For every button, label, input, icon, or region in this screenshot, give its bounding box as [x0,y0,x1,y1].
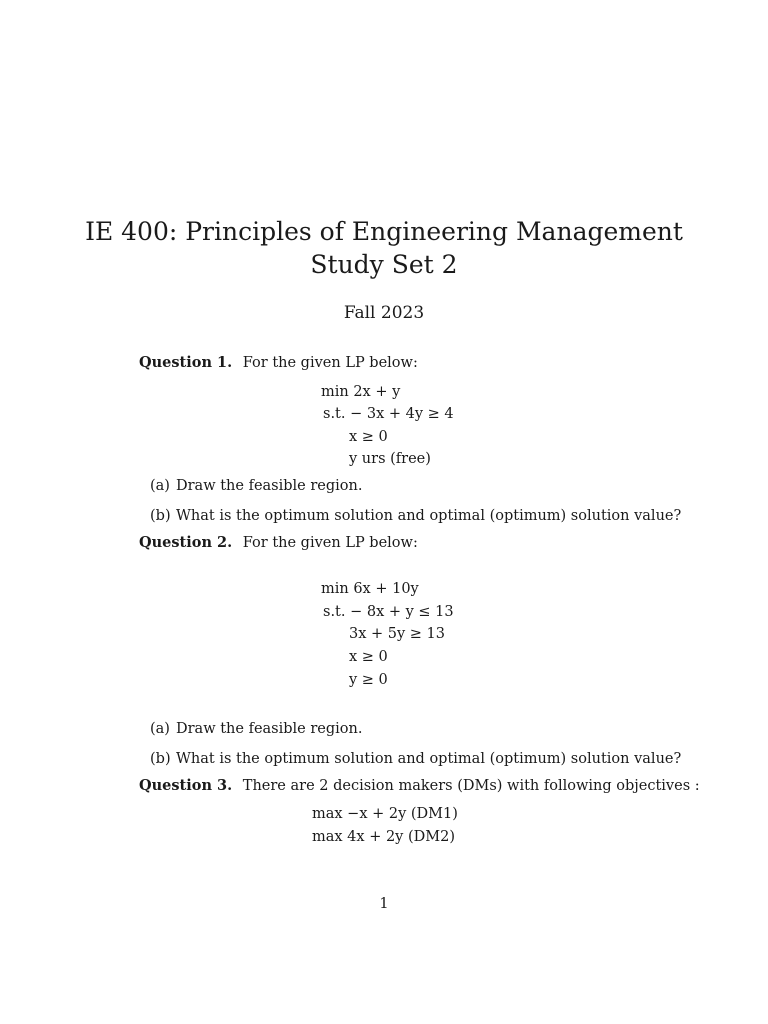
question-3 [139,776,700,796]
q2-part-b [150,749,681,769]
question-1-label: Question 1. [139,354,233,371]
q1-constraint-1: s.t. − 3x + 4y ≥ 4 [323,406,454,422]
page-number: 1 [379,896,389,912]
q1-part-a [150,476,362,496]
question-2 [139,533,418,553]
q2-part-b-text: What is the optimum solution and optimal (optimum) solution value? [176,751,682,767]
document-title: IE 400: Principles of Engineering Management [85,217,683,246]
q2-constraint-4: y ≥ 0 [349,672,388,688]
q1-constraint-3: y urs (free) [349,451,431,467]
q2-objective: min 6x + 10y [321,581,419,597]
q1-part-a-text: Draw the feasible region. [176,478,363,494]
document-term: Fall 2023 [343,303,425,323]
q1-part-a-label: (a) [150,478,170,494]
q2-part-a-label: (a) [150,721,170,737]
q3-objective-dm1: max −x + 2y (DM1) [312,806,458,822]
q2-part-a [150,719,362,739]
document-subtitle: Study Set 2 [310,250,458,279]
q1-part-b [150,506,681,526]
q2-part-b-label: (b) [150,751,171,767]
q1-part-b-text: What is the optimum solution and optimal (optimum) solution value? [176,508,682,524]
question-3-text: There are 2 decision makers (DMs) with following objectives : [242,778,700,794]
question-2-label: Question 2. [139,534,233,551]
q2-constraint-1: s.t. − 8x + y ≤ 13 [323,604,454,620]
question-1-text: For the given LP below: [242,355,418,371]
question-2-text: For the given LP below: [242,535,418,551]
q2-constraint-2: 3x + 5y ≥ 13 [349,626,446,642]
q1-part-b-label: (b) [150,508,171,524]
question-1 [139,353,418,373]
q3-objective-dm2: max 4x + 2y (DM2) [312,829,455,845]
question-3-label: Question 3. [139,777,233,794]
q2-part-a-text: Draw the feasible region. [176,721,363,737]
q1-objective: min 2x + y [321,384,401,400]
q2-constraint-3: x ≥ 0 [349,649,388,665]
q1-constraint-2: x ≥ 0 [349,429,388,445]
